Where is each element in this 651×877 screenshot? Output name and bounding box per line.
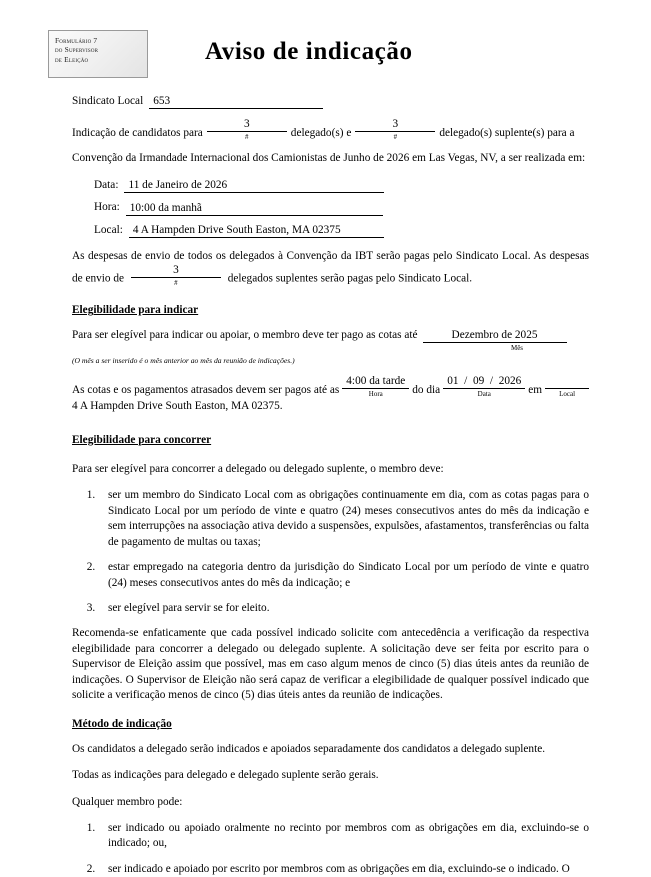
document-header xyxy=(0,26,651,94)
list-item: 1. ser indicado ou apoiado oralmente no recinto por membros com as obrigações em dia, excluindo-se o indicado; ou, xyxy=(98,821,589,852)
dues-month-num-value[interactable]: 09 xyxy=(472,375,485,388)
dues-deadline-date-value[interactable] xyxy=(443,375,525,389)
dues-deadline-date-caption: Data xyxy=(477,390,491,399)
badge-line-1: Formulário 7 xyxy=(55,36,98,45)
dues-year-value[interactable]: 2026 xyxy=(498,375,522,388)
alternate-count-value[interactable]: 3 xyxy=(355,118,435,132)
expenses-paragraph xyxy=(72,249,589,287)
dues-deadline-time-value[interactable]: 4:00 da tarde xyxy=(342,375,409,389)
dues-month-row xyxy=(72,328,589,343)
delegate-count-value[interactable]: 3 xyxy=(207,118,287,132)
dues-day-value[interactable]: 01 xyxy=(447,375,459,388)
meeting-date-row xyxy=(94,178,589,193)
meeting-place-value[interactable]: 4 A Hampden Drive South Easton, MA 02375 xyxy=(129,224,384,238)
expenses-text-after: delegados suplentes serão pagas pelo Sindicato Local. xyxy=(227,273,473,286)
document-page xyxy=(0,26,651,875)
dues-month-value[interactable]: Dezembro de 2025 xyxy=(423,329,567,343)
dues-deadline-text-in: em xyxy=(528,383,543,396)
meeting-place-row xyxy=(94,223,589,238)
meeting-place-label: Local: xyxy=(94,223,123,236)
dues-month-note: (O mês a ser inserido é o mês anterior ao mês da reunião de indicações.) xyxy=(72,356,295,366)
page-title: Aviso de indicação xyxy=(205,38,413,65)
list-item: 2. estar empregado na categoria dentro da jurisdição do Sindicato Local por um período de vinte e quatro (24) meses consecutivos antes do mês da indicação; e xyxy=(98,560,589,591)
badge-line-3: de Eleição xyxy=(55,54,89,64)
date-sep-2: / xyxy=(487,375,496,388)
dues-deadline-row xyxy=(72,375,589,398)
dues-deadline-time-caption: Hora xyxy=(368,390,383,399)
section-heading-method: Método de indicação xyxy=(72,718,172,731)
list-item: 3. ser elegível para servir se for eleito. xyxy=(98,601,589,616)
convention-text: Convenção da Irmandade Internacional dos Camionistas de Junho de 2026 em Las Vegas, NV, a ser realizada em: xyxy=(72,152,586,165)
local-union-value[interactable]: 653 xyxy=(149,95,323,109)
dues-deadline-local-value[interactable] xyxy=(545,375,589,389)
nomination-middle: delegado(s) e xyxy=(290,127,352,139)
section-heading-eligibility-nominate: Elegibilidade para indicar xyxy=(72,304,199,317)
eligibility-run-recommendation: Recomenda-se enfaticamente que cada possível indicado solicite com antecedência a verificação da respectiva elegibilidade para concorrer a delegado ou delegado suplente. A solicitação deve ser feita por escrito para o Supervisor de Eleição assim que possível, mas em caso algum menos de cinco (5) dias úteis antes da reunião de indicações. O Supervisor de Eleição não será capaz de verificar a elegibilidade de qualquer possível indicado que solicite a verificação menos de cinco (5) dias úteis antes da reunião de indicações. xyxy=(72,627,589,701)
dues-month-text: Para ser elegível para indicar ou apoiar, o membro deve ter pago as cotas até xyxy=(72,328,418,341)
method-list xyxy=(72,821,589,877)
eligibility-run-intro: Para ser elegível para concorrer a delegado ou delegado suplente, o membro deve: xyxy=(72,463,444,476)
list-item: 2. ser indicado e apoiado por escrito por membros com as obrigações em dia, excluindo-se o indicado. O xyxy=(98,862,589,877)
meeting-date-value[interactable]: 11 de Janeiro de 2026 xyxy=(124,179,384,193)
meeting-time-row xyxy=(94,200,589,215)
local-union-label: Sindicato Local xyxy=(72,95,144,107)
meeting-time-label: Hora: xyxy=(94,201,120,214)
eligibility-run-list xyxy=(72,488,589,616)
delegate-count-caption: # xyxy=(245,133,249,142)
dues-deadline-text-mid: do dia xyxy=(412,383,441,396)
nomination-suffix: delegado(s) suplente(s) para a xyxy=(439,127,575,139)
meeting-time-value[interactable]: 10:00 da manhã xyxy=(126,202,383,216)
dues-month-caption: Mês xyxy=(510,344,524,353)
method-paragraph-1: Os candidatos a delegado serão indicados e apoiados separadamente dos candidatos a delegado suplente. xyxy=(72,742,546,755)
alternate-count-caption: # xyxy=(393,133,398,142)
local-union-row xyxy=(72,94,589,109)
method-paragraph-3: Qualquer membro pode: xyxy=(72,795,183,808)
form-number-badge xyxy=(48,30,148,78)
badge-line-2: do Supervisor xyxy=(55,45,99,55)
nomination-prefix: Indicação de candidatos para xyxy=(72,127,203,139)
list-item: 1. ser um membro do Sindicato Local com as obrigações continuamente em dia, com as cotas pagas para o Sindicato Local por um período de vinte e quatro (24) meses consecutivos antes do mês da indicação e sem interrupções na associação ativa devido a suspensões, expulsões, afastamentos, transferências ou falta de pagamento de multas ou taxas; xyxy=(98,488,589,550)
nomination-counts-row xyxy=(72,118,589,141)
expenses-count-value[interactable]: 3 xyxy=(131,264,221,278)
date-sep-1: / xyxy=(461,375,471,388)
dues-deadline-address: 4 A Hampden Drive South Easton, MA 02375. xyxy=(72,400,283,413)
document-body xyxy=(0,94,651,877)
dues-deadline-text-before: As cotas e os pagamentos atrasados devem ser pagos até as xyxy=(72,383,340,396)
section-heading-eligibility-run: Elegibilidade para concorrer xyxy=(72,433,212,446)
meeting-date-label: Data: xyxy=(94,178,119,191)
dues-deadline-local-caption: Local xyxy=(559,390,576,399)
expenses-count-caption: # xyxy=(174,279,178,288)
method-paragraph-2: Todas as indicações para delegado e delegado suplente serão gerais. xyxy=(72,769,379,782)
expenses-text-before: As despesas de envio de todos os delegados à Convenção da IBT serão pagas pelo Sindicato Local. As despesas de envio de xyxy=(72,250,589,286)
